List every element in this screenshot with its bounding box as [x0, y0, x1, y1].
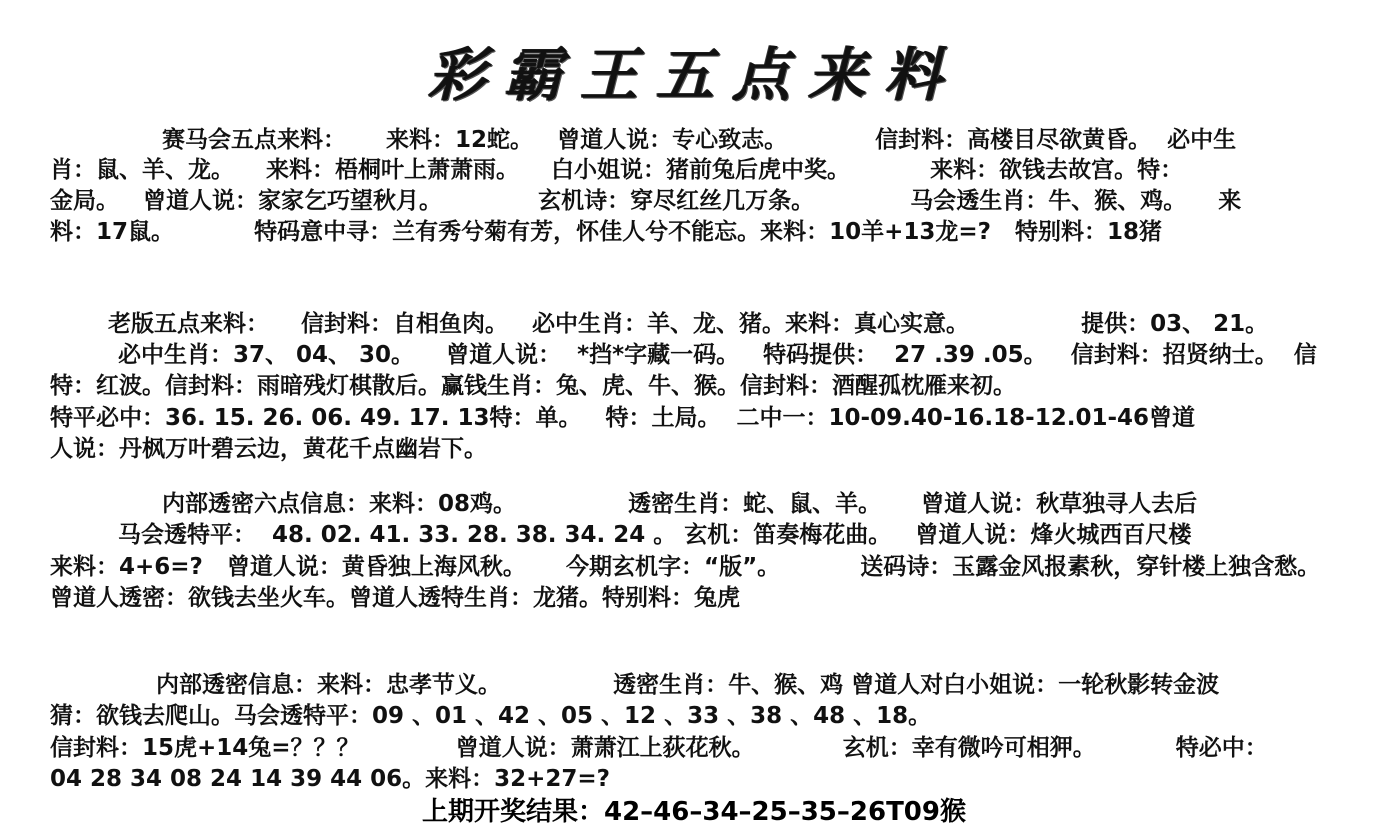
- section1-line-2: 肖：鼠、羊、龙。 来料：梧桐叶上萧萧雨。 白小姐说：猪前兔后虎中奖。 来料：欲钱去故宫。特：: [50, 157, 1184, 183]
- section4-line-4: 04 28 34 08 24 14 39 44 06。来料：32+27=?: [50, 766, 611, 792]
- section3-line-4: 曾道人透密：欲钱去坐火车。曾道人透特生肖：龙猪。特别料：兔虎: [50, 585, 740, 611]
- section4-line-2: 猜：欲钱去爬山。马会透特平：09 、01 、42 、05 、12 、33 、38 、48 、18。: [50, 703, 932, 729]
- section2-line-2: 必中生肖：37、 04、 30。 曾道人说： *挡*字藏一码。 特码提供： 27 .39 .05。 信封料：招贤纳士。 信: [118, 342, 1317, 368]
- section4-line-3: 信封料：15虎+14兔=？？？ 曾道人说：萧萧江上荻花秋。 玄机：幸有微吟可相狎。 特必中：: [50, 735, 1268, 761]
- section1-line-1: 赛马会五点来料： 来料：12蛇。 曾道人说：专心致志。 信封料：高楼目尽欲黄昏。 必中生: [162, 127, 1237, 153]
- section3-line-2: 马会透特平： 48. 02. 41. 33. 28. 38. 34. 24 。 玄机：笛奏梅花曲。 曾道人说：烽火城西百尺楼: [118, 522, 1192, 548]
- section1-line-4: 料：17鼠。 特码意中寻：兰有秀兮菊有芳，怀佳人兮不能忘。来料：10羊+13龙=? 特别料：18猪: [50, 219, 1163, 245]
- page-title: 彩霸王五点来料: [427, 41, 960, 109]
- section3-line-1: 内部透密六点信息：来料：08鸡。 透密生肖：蛇、鼠、羊。 曾道人说：秋草独寻人去后: [162, 491, 1198, 517]
- section2-line-3: 特：红波。信封料：雨暗残灯棋散后。赢钱生肖：兔、虎、牛、猴。信封料：酒醒孤枕雁来初。: [50, 373, 1016, 399]
- section2-line-4: 特平必中：36. 15. 26. 06. 49. 17. 13特：单。 特：土局。 二中一：10-09.40-16.18-12.01-46曾道: [50, 405, 1196, 431]
- section2-line-1: 老版五点来料： 信封料：自相鱼肉。 必中生肖：羊、龙、猪。来料：真心实意。 提供：03、 21。: [108, 311, 1269, 337]
- section3-line-3: 来料：4+6=? 曾道人说：黄昏独上海风秋。 今期玄机字：“版”。 送码诗：玉露金风报素秋，穿针楼上独含愁。: [50, 554, 1321, 580]
- section2-line-5: 人说：丹枫万叶碧云边，黄花千点幽岩下。: [50, 436, 487, 462]
- section4-line-1: 内部透密信息：来料：忠孝节义。 透密生肖：牛、猴、鸡 曾道人对白小姐说：一轮秋影转金波: [156, 672, 1220, 698]
- last-draw-result: 上期开奖结果：42–46–34–25–35–26T09猴: [421, 797, 966, 827]
- section1-line-3: 金局。 曾道人说：家家乞巧望秋月。 玄机诗：穿尽红丝几万条。 马会透生肖：牛、猴、鸡。 来: [50, 188, 1242, 214]
